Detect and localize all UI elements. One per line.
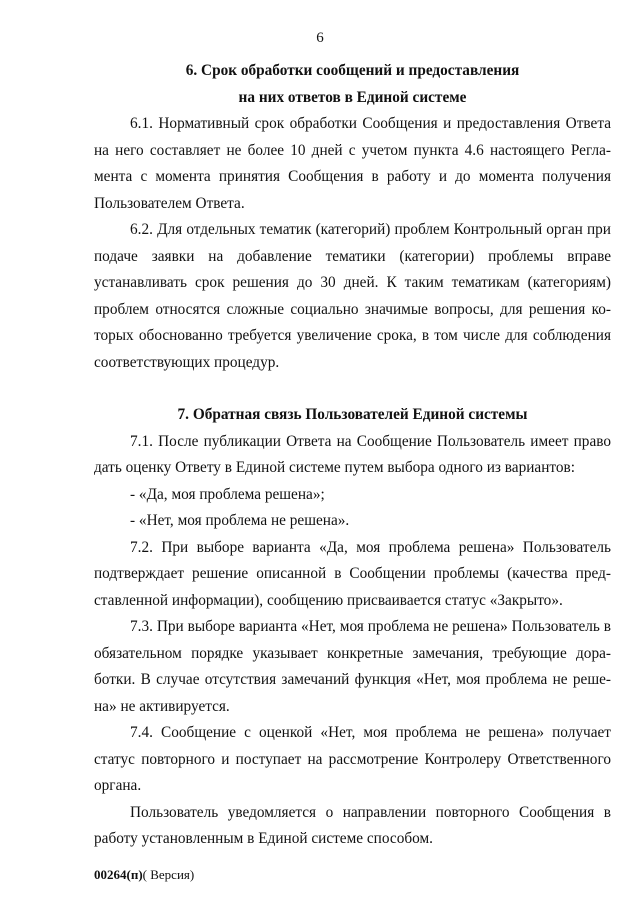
section-6-title-line-1: 6. Срок обработки сообщений и предоставления <box>185 62 520 79</box>
paragraph-7-3: 7.3. При выборе варианта «Нет, моя проблема не решена» Пользователь в обязательном порядке указывает конкретные замечания, требующие доработки. В случае отсутствия замечаний функция «Нет, моя проблема не решена» не активируется. <box>94 618 611 715</box>
option-yes: - «Да, моя проблема решена»; <box>130 485 325 503</box>
paragraph-7-4: 7.4. Сообщение с оценкой «Нет, моя проблема не решена» получает статус повторного и поступает на рассмотрение Контролеру Ответственного органа. <box>94 724 611 794</box>
paragraph-6-1: 6.1. Нормативный срок обработки Сообщения и предоставления Ответа на него составляет не более 10 дней с учетом пункта 4.6 настоящего Регламента с момента принятия Сообщения в работу и до момента получения Пользователем Ответа. <box>94 115 611 212</box>
document-footer <box>94 867 194 883</box>
document-body <box>94 58 611 853</box>
document-code: 00264(п) <box>94 867 143 882</box>
section-gap <box>94 376 611 402</box>
paragraph-7-1: 7.1. После публикации Ответа на Сообщение Пользователь имеет право дать оценку Ответу в Единой системе путем выбора одного из вариантов: <box>94 432 611 476</box>
section-7-title: 7. Обратная связь Пользователей Единой системы <box>177 406 528 423</box>
document-version: ( Версия) <box>142 867 195 882</box>
paragraph-7-5: Пользователь уведомляется о направлении повторного Сообщения в работу установленным в Единой системе способом. <box>94 803 611 847</box>
paragraph-6-2: 6.2. Для отдельных тематик (категорий) проблем Контрольный орган при подаче заявки на добавление тематики (категории) проблемы вправе устанавливать срок решения до 30 дней. К таким тематикам (категориям) проблем относятся сложные социально значимые вопросы, для решения которых обоснованно требуется увеличение срока, в том числе для соблюдения соответствующих процедур. <box>94 221 611 371</box>
section-6-title-line-2: на них ответов в Единой системе <box>238 88 467 106</box>
option-no: - «Нет, моя проблема не решена». <box>130 512 350 529</box>
page-number: 6 <box>316 30 324 46</box>
paragraph-7-2: 7.2. При выборе варианта «Да, моя проблема решена» Пользователь подтверждает решение описанной в Сообщении проблемы (качества представленной информации), сообщению присваивается статус «Закрыто». <box>94 538 611 609</box>
